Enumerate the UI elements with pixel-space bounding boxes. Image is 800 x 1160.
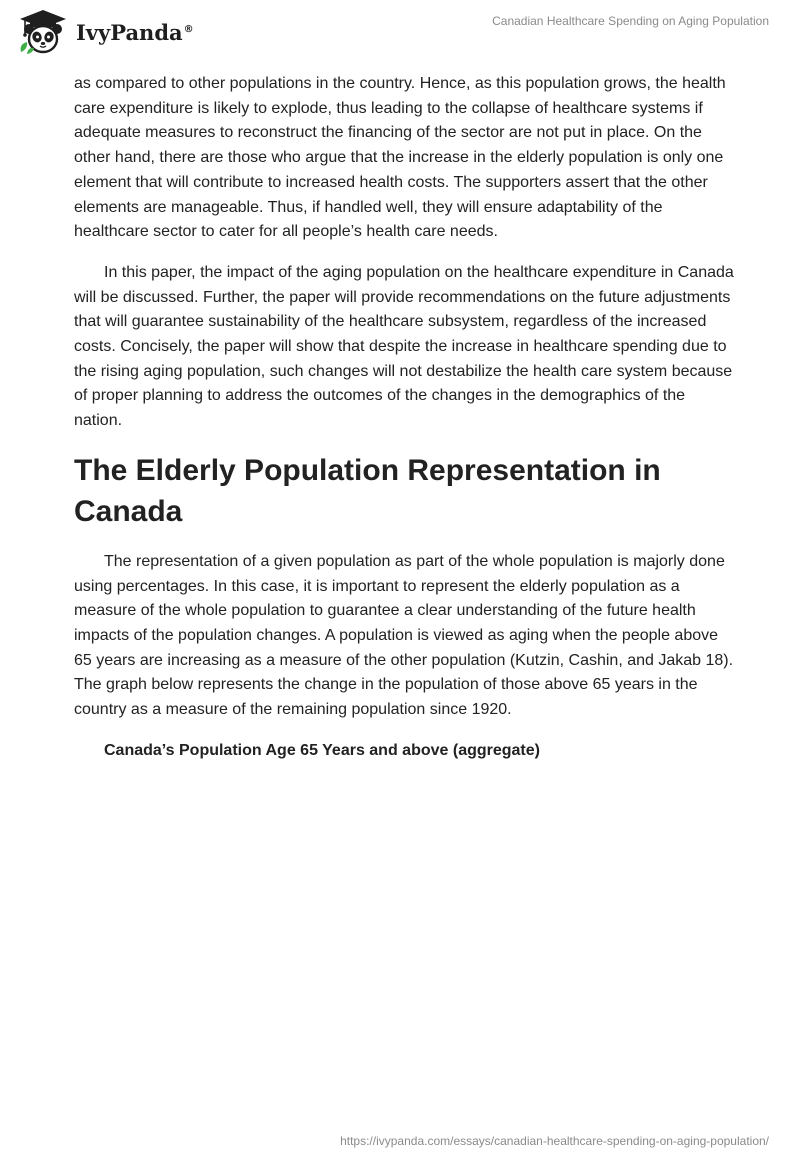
footer-url[interactable]: https://ivypanda.com/essays/canadian-healthcare-spending-on-aging-population/ xyxy=(340,1134,769,1148)
article-body xyxy=(74,72,734,763)
panda-graduate-icon xyxy=(16,8,70,56)
document-title: Canadian Healthcare Spending on Aging Population xyxy=(492,14,769,28)
figure-caption: Canada’s Population Age 65 Years and above (aggregate) xyxy=(104,741,540,759)
brand-name: IvyPanda® xyxy=(76,19,194,45)
paragraph-3: The representation of a given population as part of the whole population is majorly done using percentages. In this case, it is important to represent the elderly population as a measure of the whole population to guarantee a clear understanding of the future health impacts of the population changes. A population is viewed as aging when the people above 65 years are increasing as a measure of the other population (Kutzin, Cashin, and Jakab 18). The graph below represents the change in the population of those above 65 years in the country as a measure of the remaining population since 1920. xyxy=(74,552,734,719)
ivypanda-logo[interactable] xyxy=(16,8,194,56)
paragraph-1: as compared to other populations in the country. Hence, as this population grows, the health care expenditure is likely to explode, thus leading to the collapse of healthcare systems if adequate measures to reconstruct the financing of the sector are not put in place. On the other hand, there are those who argue that the increase in the elderly population is only one element that will contribute to increased health costs. The supporters assert that the other elements are manageable. Thus, if handled well, they will ensure adaptability of the healthcare sector to cater for all people’s health care needs. xyxy=(74,75,726,241)
section-heading: The Elderly Population Representation in Canada xyxy=(74,453,661,528)
page-header xyxy=(0,0,800,64)
paragraph-2: In this paper, the impact of the aging population on the healthcare expenditure in Canada will be discussed. Further, the paper will provide recommendations on the future adjustments that will guarantee sustainability of the healthcare subsystem, regardless of the increased costs. Concisely, the paper will show that despite the increase in healthcare spending due to the rising aging population, such changes will not destabilize the health care system because of proper planning to address the outcomes of the changes in the demographics of the nation. xyxy=(74,263,734,430)
